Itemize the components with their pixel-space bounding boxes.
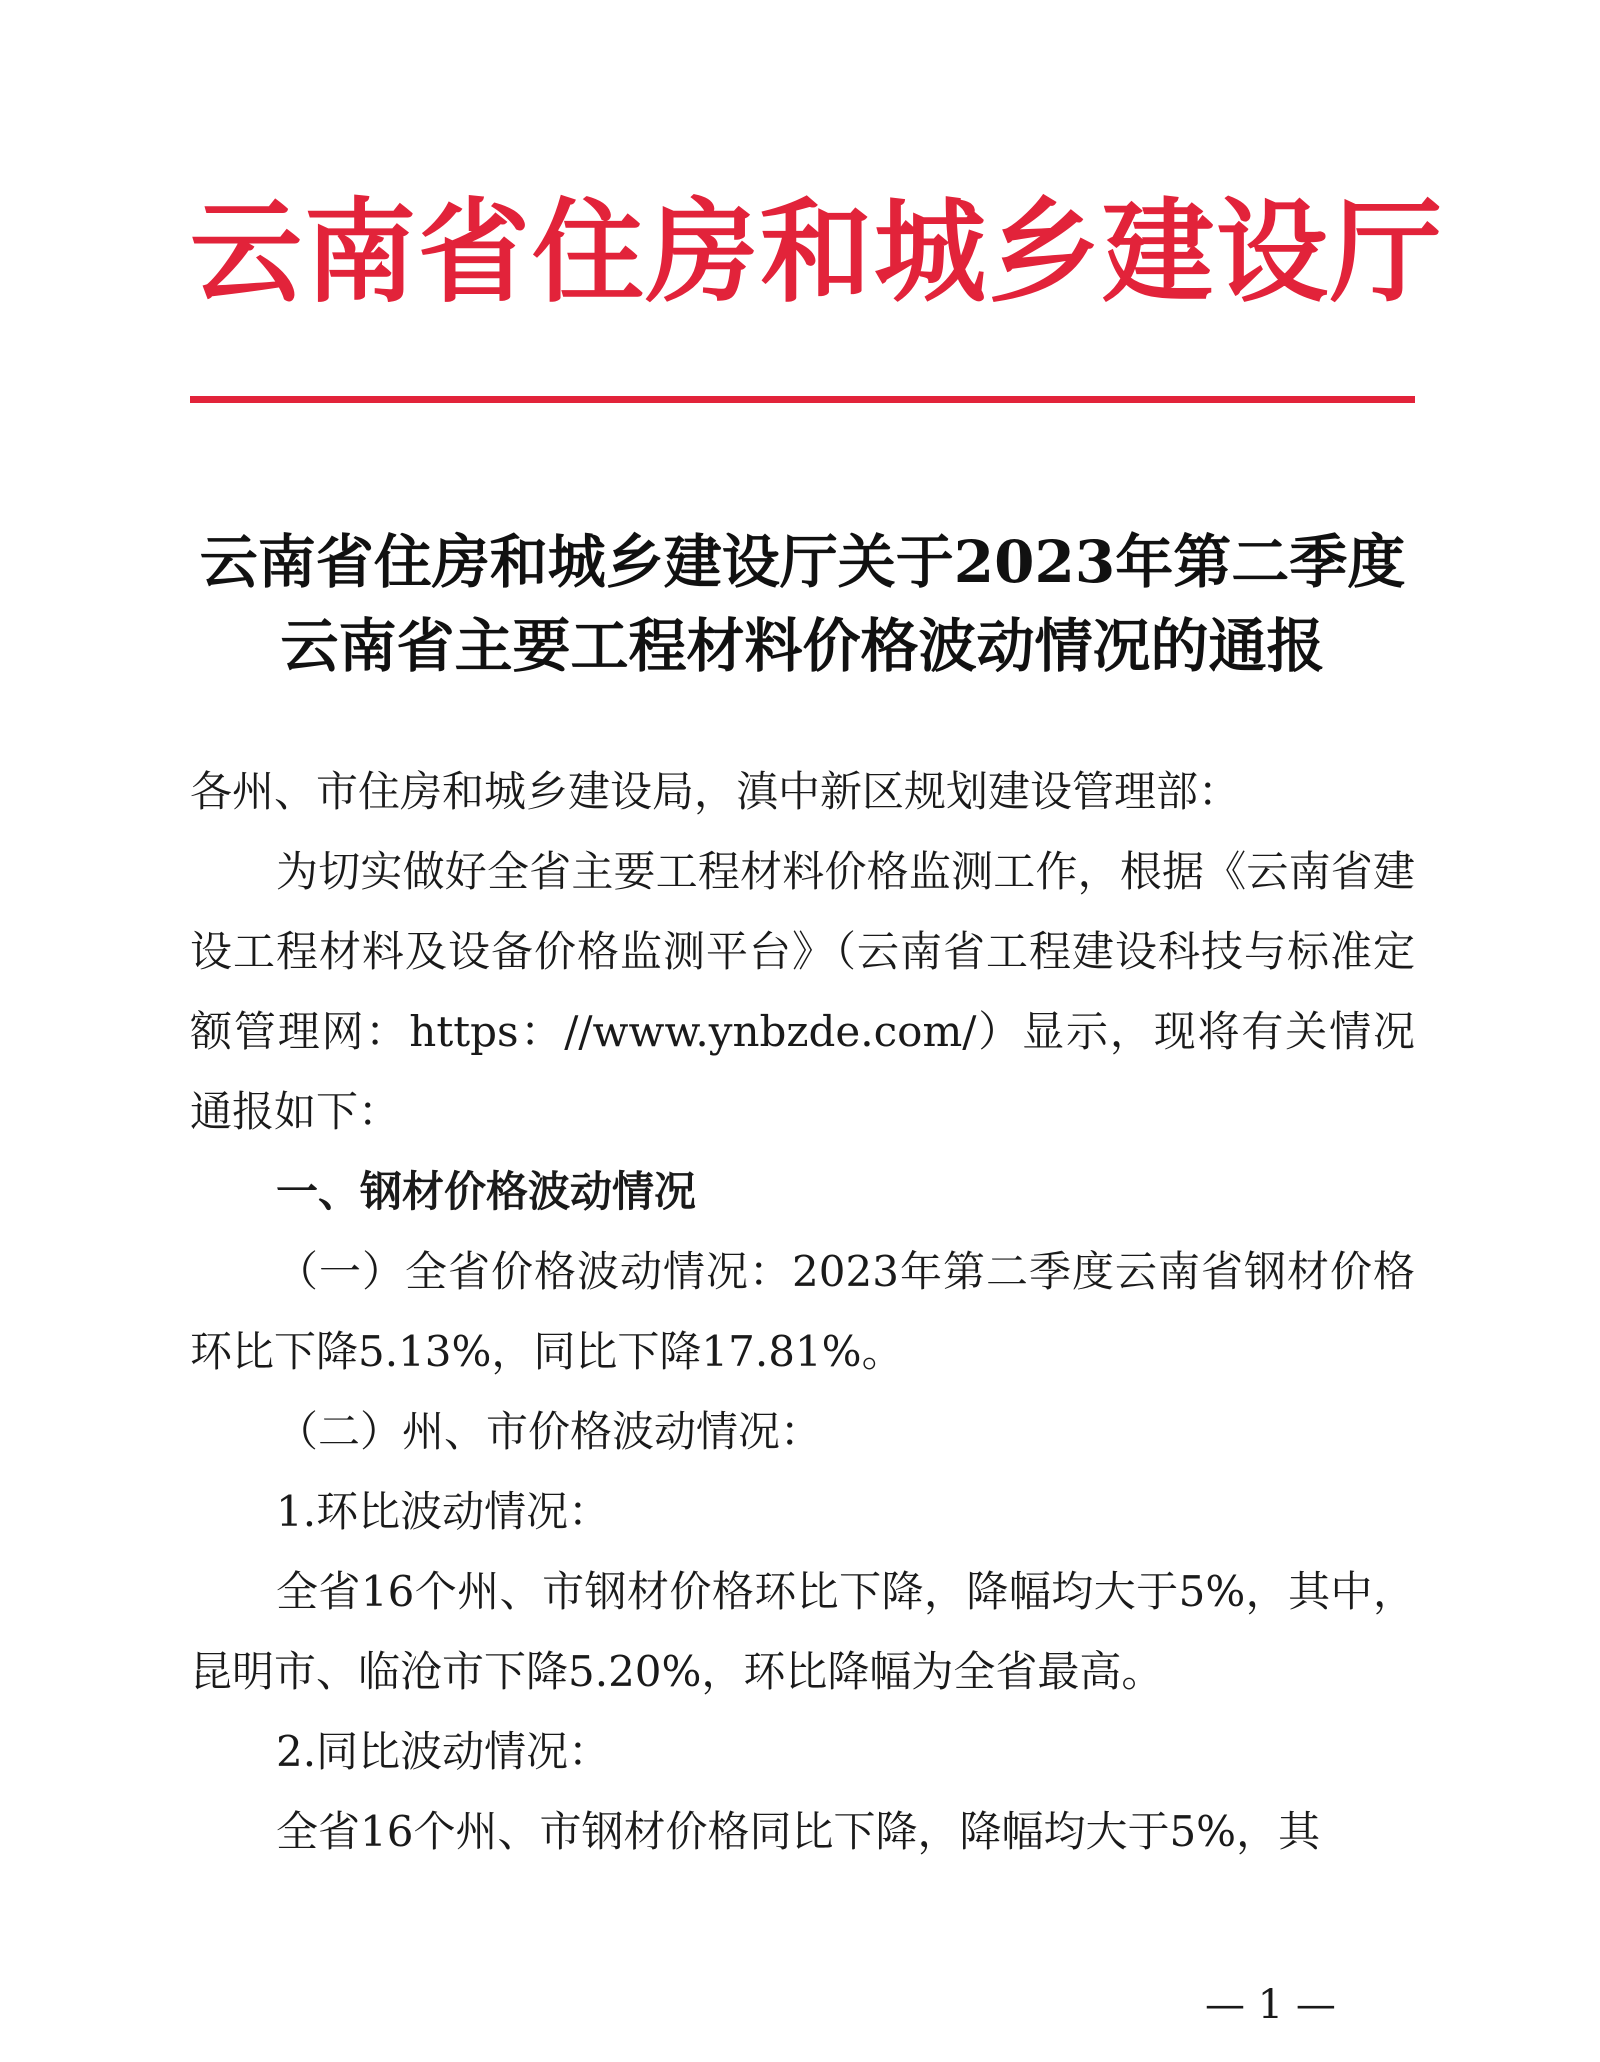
- item-1-paragraph: 全省16个州、市钢材价格环比下降，降幅均大于5%，其中，昆明市、临沧市下降5.20%，环比降幅为全省最高。: [190, 1567, 1415, 1696]
- item-1-heading: 1.环比波动情况：: [276, 1487, 611, 1536]
- letterhead-organization: 云南省住房和城乡建设厅: [190, 187, 1444, 318]
- document-title: [190, 520, 1415, 688]
- item-2-paragraph: 全省16个州、市钢材价格同比下降，降幅均大于5%，其: [276, 1807, 1321, 1856]
- subsection-2-heading: （二）州、市价格波动情况：: [276, 1407, 823, 1456]
- document-body: [190, 752, 1415, 1872]
- item-2-heading: 2.同比波动情况：: [276, 1727, 611, 1776]
- document-title-line-1: 云南省住房和城乡建设厅关于2023年第二季度: [199, 528, 1406, 596]
- intro-paragraph: 为切实做好全省主要工程材料价格监测工作，根据《云南省建设工程材料及设备价格监测平台》（云南省工程建设科技与标准定额管理网：https：//www.ynbzde.com/）显示，现将有关情况通报如下：: [190, 847, 1415, 1136]
- page-number: — 1 —: [1205, 1982, 1336, 2028]
- document-title-line-2: 云南省主要工程材料价格波动情况的通报: [280, 612, 1325, 680]
- salutation: 各州、市住房和城乡建设局，滇中新区规划建设管理部：: [190, 767, 1241, 816]
- subsection-1-paragraph: （一）全省价格波动情况：2023年第二季度云南省钢材价格环比下降5.13%，同比下降17.81%。: [190, 1247, 1415, 1376]
- section-1-heading: 一、钢材价格波动情况: [276, 1167, 697, 1216]
- letterhead-red-rule: [190, 396, 1415, 403]
